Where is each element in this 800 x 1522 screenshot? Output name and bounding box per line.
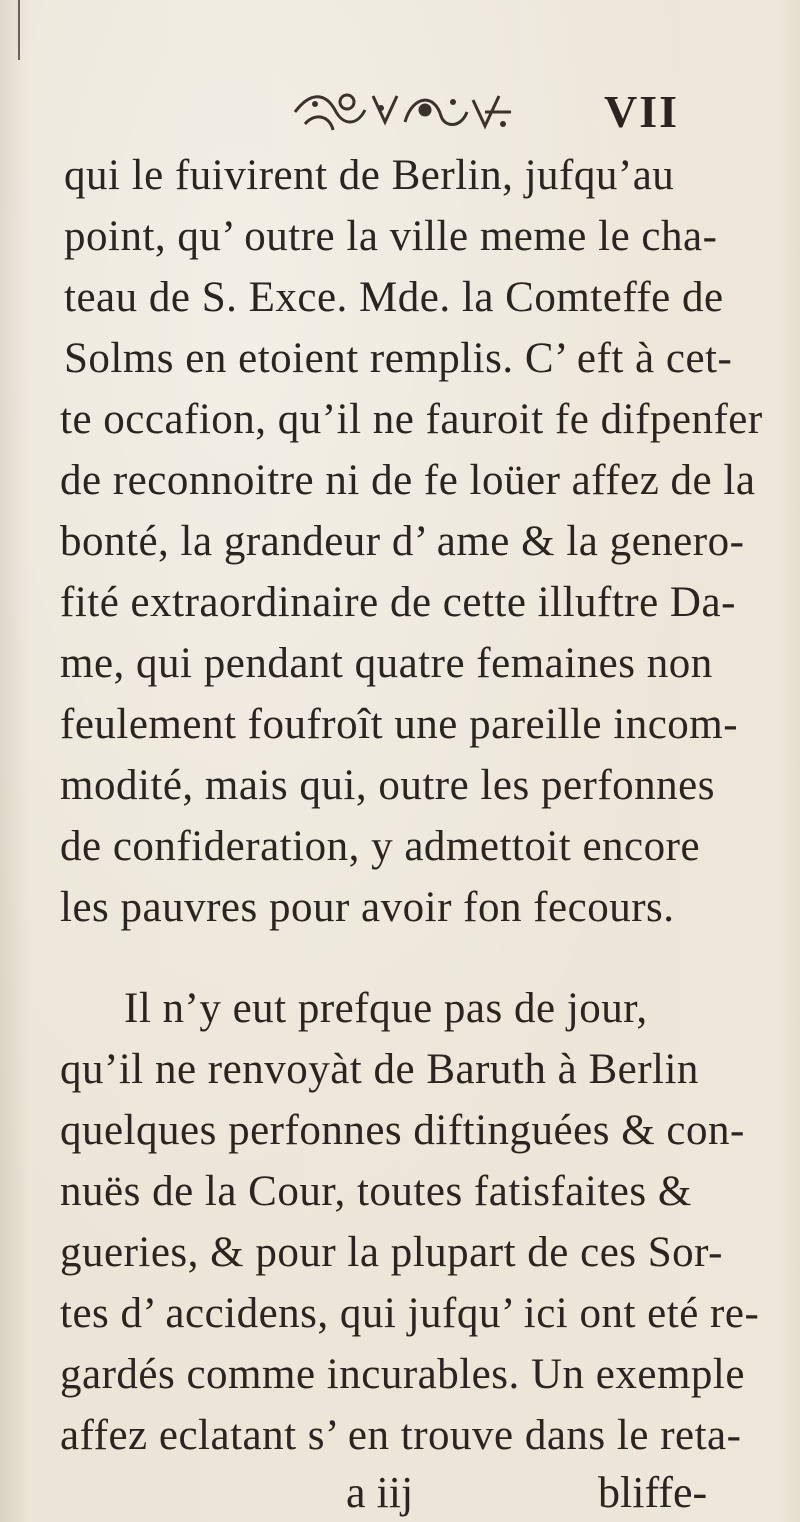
text-line: bonté, la grandeur d’ ame & la genero- bbox=[60, 518, 745, 565]
text-line: Il n’y eut prefque pas de jour, bbox=[124, 985, 648, 1032]
printer-ornament-icon bbox=[285, 82, 520, 140]
text-line: de confideration, y admettoit encore bbox=[60, 823, 701, 870]
text-line: te occafion, qu’il ne fauroit fe difpenfer bbox=[60, 396, 763, 443]
signature-mark: a iij bbox=[346, 1468, 414, 1517]
text-line: quelques perfonnes diftinguées & con- bbox=[60, 1107, 745, 1154]
text-line: les pauvres pour avoir fon fecours. bbox=[60, 884, 675, 931]
page-footer bbox=[0, 1467, 800, 1519]
text-line: tes d’ accidens, qui jufqu’ ici ont eté re- bbox=[60, 1290, 760, 1337]
text-line: teau de S. Exce. Mde. la Comteffe de bbox=[64, 274, 724, 321]
text-line: gueries, & pour la plupart de ces Sor- bbox=[60, 1229, 723, 1276]
text-line: fité extraordinaire de cette illuftre Da- bbox=[60, 579, 736, 626]
text-line: gardés comme incurables. Un exemple bbox=[60, 1351, 745, 1398]
catchword: bliffe- bbox=[598, 1468, 708, 1517]
text-line: me, qui pendant quatre femaines non bbox=[60, 640, 713, 687]
text-line: de reconnoitre ni de fe loüer affez de la bbox=[60, 457, 756, 504]
text-line: modité, mais qui, outre les perfonnes bbox=[60, 762, 715, 809]
text-line: affez eclatant s’ en trouve dans le reta- bbox=[60, 1412, 742, 1459]
page-number: VII bbox=[604, 86, 680, 137]
page-header bbox=[0, 82, 800, 152]
text-line: qui le fuivirent de Berlin, jufqu’au bbox=[64, 152, 675, 199]
text-line: feulement foufroît une pareille incom- bbox=[60, 701, 739, 748]
text-line: qu’il ne renvoyàt de Baruth à Berlin bbox=[60, 1046, 699, 1093]
text-line: Solms en etoient remplis. C’ eft à cet- bbox=[64, 335, 733, 382]
text-line: nuës de la Cour, toutes fatisfaites & bbox=[60, 1168, 692, 1215]
text-line: point, qu’ outre la ville meme le cha- bbox=[64, 213, 718, 260]
page-gutter-edge bbox=[0, 0, 20, 60]
